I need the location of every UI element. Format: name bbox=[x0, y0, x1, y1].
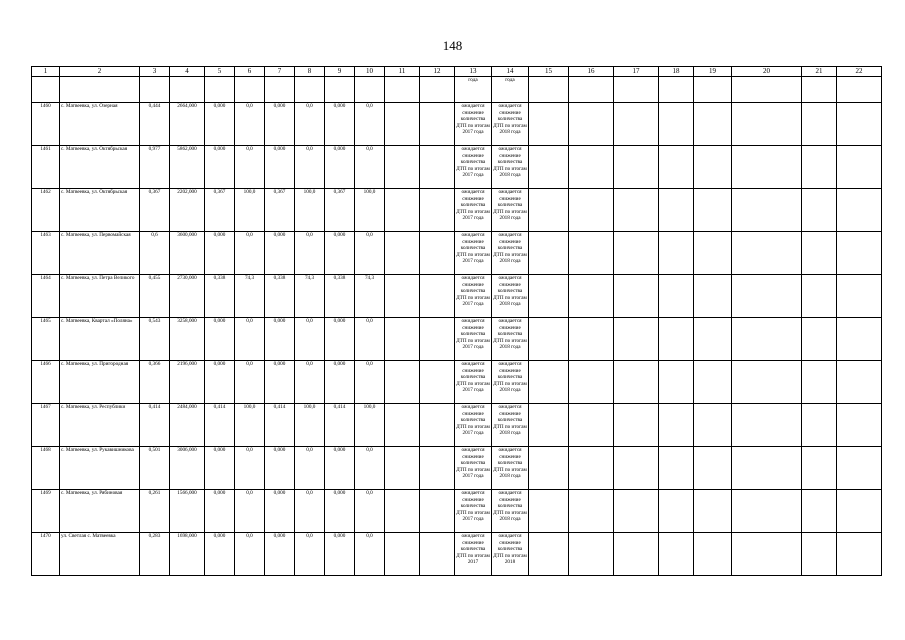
cell-empty bbox=[694, 189, 732, 232]
cell-empty bbox=[837, 232, 882, 275]
cell-percent-6: 0,0 bbox=[235, 318, 265, 361]
cell-value-9: 0,414 bbox=[325, 404, 355, 447]
cell-value-9: 0,000 bbox=[325, 318, 355, 361]
cell-value-9: 0,367 bbox=[325, 189, 355, 232]
cell-empty bbox=[802, 447, 837, 490]
cell-empty bbox=[694, 447, 732, 490]
cell-value-7: 0,414 bbox=[265, 404, 295, 447]
cell-value-5: 0,000 bbox=[205, 447, 235, 490]
cell-percent-8: 0,0 bbox=[295, 103, 325, 146]
cell-row-number: 1465 bbox=[32, 318, 60, 361]
cell-percent-8: 0,0 bbox=[295, 533, 325, 576]
cell-empty bbox=[694, 318, 732, 361]
cell-percent-6: 100,0 bbox=[235, 404, 265, 447]
continuation-row bbox=[32, 77, 882, 103]
cell-location: с. Матвеевка, Квартал «Поляна» bbox=[60, 318, 140, 361]
cell-empty bbox=[614, 103, 659, 146]
cell-forecast-2017: ожидается снижение количества ДТП по итогам 2017 года bbox=[455, 232, 492, 275]
cell-location: с. Матвеевка, ул. Рукавишникова bbox=[60, 447, 140, 490]
cell-location: с. Матвеевка, ул. Октябрьская bbox=[60, 189, 140, 232]
cell-empty bbox=[659, 103, 694, 146]
cell-empty bbox=[529, 490, 569, 533]
cell-row-number: 1464 bbox=[32, 275, 60, 318]
cell-forecast-2018: ожидается снижение количества ДТП по итогам 2018 года bbox=[492, 404, 529, 447]
column-header: 19 bbox=[694, 67, 732, 77]
cell-empty bbox=[837, 447, 882, 490]
cell-value-5: 0,338 bbox=[205, 275, 235, 318]
cell-value-7: 0,367 bbox=[265, 189, 295, 232]
cell-forecast-2018: ожидается снижение количества ДТП по итогам 2018 года bbox=[492, 318, 529, 361]
cell-empty bbox=[837, 146, 882, 189]
column-number-row bbox=[32, 67, 882, 77]
cell-percent-8: 0,0 bbox=[295, 490, 325, 533]
cell-empty bbox=[732, 318, 802, 361]
cell-empty bbox=[659, 533, 694, 576]
cell-forecast-2017: ожидается снижение количества ДТП по итогам 2017 года bbox=[455, 404, 492, 447]
cell-empty bbox=[732, 447, 802, 490]
cell-empty bbox=[385, 447, 420, 490]
cell-empty bbox=[529, 275, 569, 318]
cell-length-km: 0,977 bbox=[140, 146, 170, 189]
cell-empty bbox=[385, 490, 420, 533]
cell-percent-10: 0,0 bbox=[355, 447, 385, 490]
cell-empty bbox=[529, 189, 569, 232]
column-header: 22 bbox=[837, 67, 882, 77]
cell-empty bbox=[614, 404, 659, 447]
cell-empty bbox=[802, 146, 837, 189]
cell-empty bbox=[420, 232, 455, 275]
cell-value-5: 0,414 bbox=[205, 404, 235, 447]
column-header: 11 bbox=[385, 67, 420, 77]
cell-location: с. Матвеевка, ул. Озерная bbox=[60, 103, 140, 146]
cell-cost: 2664,000 bbox=[170, 103, 205, 146]
cell-length-km: 0,6 bbox=[140, 232, 170, 275]
table-row bbox=[32, 318, 882, 361]
cell-empty bbox=[529, 533, 569, 576]
cell-cost: 1698,000 bbox=[170, 533, 205, 576]
cell-value-5: 0,000 bbox=[205, 146, 235, 189]
cell-value-7: 0,000 bbox=[265, 361, 295, 404]
cell-empty bbox=[420, 490, 455, 533]
cell-empty bbox=[694, 490, 732, 533]
cell-percent-10: 0,0 bbox=[355, 361, 385, 404]
cell-empty bbox=[802, 318, 837, 361]
table-row bbox=[32, 189, 882, 232]
cell-empty bbox=[659, 490, 694, 533]
cell-empty bbox=[614, 490, 659, 533]
cell-location: с. Матвеевка, ул. Первомайская bbox=[60, 232, 140, 275]
column-header: 3 bbox=[140, 67, 170, 77]
cell-value-9: 0,000 bbox=[325, 490, 355, 533]
cell-row-number: 1466 bbox=[32, 361, 60, 404]
cell-length-km: 0,283 bbox=[140, 533, 170, 576]
cell-value-7: 0,000 bbox=[265, 490, 295, 533]
cell-empty bbox=[614, 361, 659, 404]
column-header: 7 bbox=[265, 67, 295, 77]
cell-cost: 5862,000 bbox=[170, 146, 205, 189]
cell-empty bbox=[420, 361, 455, 404]
cell-forecast-2017: ожидается снижение количества ДТП по итогам 2017 года bbox=[455, 318, 492, 361]
cell-empty bbox=[659, 361, 694, 404]
cell-forecast-2017: года bbox=[455, 77, 492, 103]
cell-empty bbox=[837, 189, 882, 232]
cell-empty bbox=[569, 361, 614, 404]
cell-empty bbox=[837, 275, 882, 318]
cell-percent-8: 74,3 bbox=[295, 275, 325, 318]
cell-empty bbox=[694, 533, 732, 576]
cell-length-km: 0,414 bbox=[140, 404, 170, 447]
cell-location: ул. Светлая с. Матвеевка bbox=[60, 533, 140, 576]
table-row bbox=[32, 146, 882, 189]
cell-percent-6: 74,3 bbox=[235, 275, 265, 318]
table-row bbox=[32, 533, 882, 576]
cell-forecast-2017: ожидается снижение количества ДТП по итогам 2017 года bbox=[455, 490, 492, 533]
cell-empty bbox=[732, 189, 802, 232]
cell-empty bbox=[420, 189, 455, 232]
cell-row-number: 1469 bbox=[32, 490, 60, 533]
cell-length-km: 0,367 bbox=[140, 189, 170, 232]
column-header: 5 bbox=[205, 67, 235, 77]
table-row bbox=[32, 490, 882, 533]
cell-empty bbox=[837, 533, 882, 576]
cell-empty bbox=[385, 404, 420, 447]
table-row bbox=[32, 232, 882, 275]
cell-percent-10: 0,0 bbox=[355, 490, 385, 533]
cell-value-7: 0,338 bbox=[265, 275, 295, 318]
column-header: 17 bbox=[614, 67, 659, 77]
cell-empty bbox=[420, 275, 455, 318]
table-row bbox=[32, 404, 882, 447]
cell-row-number: 1468 bbox=[32, 447, 60, 490]
cell-empty bbox=[614, 146, 659, 189]
cell-empty bbox=[694, 232, 732, 275]
cell-value-9: 0,338 bbox=[325, 275, 355, 318]
cell-empty bbox=[420, 318, 455, 361]
column-header: 4 bbox=[170, 67, 205, 77]
cell-value-5: 0,000 bbox=[205, 232, 235, 275]
cell-forecast-2017: ожидается снижение количества ДТП по итогам 2017 года bbox=[455, 146, 492, 189]
cell-forecast-2018: ожидается снижение количества ДТП по итогам 2018 года bbox=[492, 103, 529, 146]
cell-empty bbox=[529, 404, 569, 447]
cell-percent-10: 0,0 bbox=[355, 103, 385, 146]
cell-forecast-2017: ожидается снижение количества ДТП по итогам 2017 bbox=[455, 533, 492, 576]
column-header: 10 bbox=[355, 67, 385, 77]
cell-empty bbox=[569, 490, 614, 533]
cell-percent-6: 0,0 bbox=[235, 533, 265, 576]
cell-empty bbox=[569, 275, 614, 318]
cell-percent-8: 0,0 bbox=[295, 447, 325, 490]
cell-value-7: 0,000 bbox=[265, 232, 295, 275]
cell-forecast-2017: ожидается снижение количества ДТП по итогам 2017 года bbox=[455, 103, 492, 146]
cell-empty bbox=[569, 447, 614, 490]
cell-value-7: 0,000 bbox=[265, 146, 295, 189]
cell-value-9: 0,000 bbox=[325, 533, 355, 576]
cell-empty bbox=[802, 404, 837, 447]
cell-empty bbox=[569, 232, 614, 275]
cell-empty bbox=[802, 533, 837, 576]
cell-empty bbox=[614, 275, 659, 318]
column-header: 21 bbox=[802, 67, 837, 77]
column-header: 1 bbox=[32, 67, 60, 77]
cell-empty bbox=[802, 275, 837, 318]
table-row bbox=[32, 361, 882, 404]
cell-empty bbox=[837, 404, 882, 447]
cell-length-km: 0,366 bbox=[140, 361, 170, 404]
cell-empty bbox=[529, 146, 569, 189]
cell-percent-6: 0,0 bbox=[235, 361, 265, 404]
cell-value-9: 0,000 bbox=[325, 146, 355, 189]
cell-cost: 1566,000 bbox=[170, 490, 205, 533]
column-header: 16 bbox=[569, 67, 614, 77]
cell-length-km: 0,261 bbox=[140, 490, 170, 533]
cell-empty bbox=[659, 404, 694, 447]
column-header: 9 bbox=[325, 67, 355, 77]
cell-length-km: 0,455 bbox=[140, 275, 170, 318]
cell-length-km: 0,543 bbox=[140, 318, 170, 361]
cell-length-km: 0,444 bbox=[140, 103, 170, 146]
cell-row-number: 1462 bbox=[32, 189, 60, 232]
cell-empty bbox=[529, 447, 569, 490]
cell-empty bbox=[569, 318, 614, 361]
cell-value-5: 0,000 bbox=[205, 318, 235, 361]
cell-value-5: 0,000 bbox=[205, 490, 235, 533]
table-row bbox=[32, 275, 882, 318]
cell-empty bbox=[732, 103, 802, 146]
cell-empty bbox=[732, 146, 802, 189]
cell-cost: 2730,000 bbox=[170, 275, 205, 318]
cell-cost: 2484,000 bbox=[170, 404, 205, 447]
cell-empty bbox=[659, 318, 694, 361]
cell-cost: 3006,000 bbox=[170, 447, 205, 490]
cell-location: с. Матвеевка, ул. Республики bbox=[60, 404, 140, 447]
cell-empty bbox=[732, 275, 802, 318]
cell-empty bbox=[420, 146, 455, 189]
cell-empty bbox=[420, 533, 455, 576]
cell-percent-8: 0,0 bbox=[295, 146, 325, 189]
cell-forecast-2018: ожидается снижение количества ДТП по итогам 2018 года bbox=[492, 189, 529, 232]
cell-cost: 2196,000 bbox=[170, 361, 205, 404]
cell-cost: 3600,000 bbox=[170, 232, 205, 275]
cell-empty bbox=[614, 318, 659, 361]
cell-percent-8: 100,0 bbox=[295, 189, 325, 232]
cell-empty bbox=[614, 447, 659, 490]
column-header: 20 bbox=[732, 67, 802, 77]
cell-percent-6: 0,0 bbox=[235, 103, 265, 146]
table-row bbox=[32, 103, 882, 146]
cell-empty bbox=[529, 103, 569, 146]
cell-empty bbox=[529, 361, 569, 404]
cell-value-7: 0,000 bbox=[265, 103, 295, 146]
column-header: 15 bbox=[529, 67, 569, 77]
cell-location: с. Матвеевка, ул. Пригородная bbox=[60, 361, 140, 404]
cell-forecast-2018: ожидается снижение количества ДТП по итогам 2018 года bbox=[492, 232, 529, 275]
cell-empty bbox=[385, 146, 420, 189]
column-header: 8 bbox=[295, 67, 325, 77]
cell-forecast-2018: ожидается снижение количества ДТП по итогам 2018 bbox=[492, 533, 529, 576]
cell-percent-10: 0,0 bbox=[355, 232, 385, 275]
cell-empty bbox=[529, 232, 569, 275]
cell-empty bbox=[694, 404, 732, 447]
cell-row-number: 1463 bbox=[32, 232, 60, 275]
cell-percent-10: 0,0 bbox=[355, 318, 385, 361]
cell-percent-10: 74,3 bbox=[355, 275, 385, 318]
page-number: 148 bbox=[442, 38, 463, 53]
cell-empty bbox=[569, 146, 614, 189]
cell-value-9: 0,000 bbox=[325, 232, 355, 275]
cell-empty bbox=[569, 533, 614, 576]
cell-value-5: 0,000 bbox=[205, 361, 235, 404]
cell-empty bbox=[802, 189, 837, 232]
column-header: 12 bbox=[420, 67, 455, 77]
cell-forecast-2018: ожидается снижение количества ДТП по итогам 2018 года bbox=[492, 490, 529, 533]
cell-forecast-2017: ожидается снижение количества ДТП по итогам 2017 года bbox=[455, 275, 492, 318]
cell-empty bbox=[694, 146, 732, 189]
cell-empty bbox=[420, 447, 455, 490]
cell-value-9: 0,000 bbox=[325, 447, 355, 490]
cell-percent-8: 0,0 bbox=[295, 361, 325, 404]
cell-empty bbox=[732, 490, 802, 533]
cell-percent-10: 100,0 bbox=[355, 189, 385, 232]
cell-empty bbox=[732, 361, 802, 404]
cell-forecast-2018: ожидается снижение количества ДТП по итогам 2018 года bbox=[492, 275, 529, 318]
cell-forecast-2018: ожидается снижение количества ДТП по итогам 2018 года bbox=[492, 361, 529, 404]
cell-value-5: 0,000 bbox=[205, 103, 235, 146]
cell-empty bbox=[385, 189, 420, 232]
column-header: 2 bbox=[60, 67, 140, 77]
cell-empty bbox=[614, 232, 659, 275]
cell-forecast-2018: ожидается снижение количества ДТП по итогам 2018 года bbox=[492, 447, 529, 490]
cell-empty bbox=[694, 361, 732, 404]
column-header: 14 bbox=[492, 67, 529, 77]
cell-empty bbox=[837, 318, 882, 361]
cell-empty bbox=[569, 404, 614, 447]
cell-row-number: 1460 bbox=[32, 103, 60, 146]
cell-row-number: 1461 bbox=[32, 146, 60, 189]
cell-empty bbox=[659, 146, 694, 189]
cell-empty bbox=[614, 189, 659, 232]
cell-value-7: 0,000 bbox=[265, 318, 295, 361]
cell-empty bbox=[837, 361, 882, 404]
cell-empty bbox=[659, 232, 694, 275]
cell-empty bbox=[659, 189, 694, 232]
cell-empty bbox=[420, 404, 455, 447]
cell-cost: 3258,000 bbox=[170, 318, 205, 361]
cell-location: с. Матвеевка, ул. Петра Великого bbox=[60, 275, 140, 318]
cell-location: с. Матвеевка, ул. Октябрьская bbox=[60, 146, 140, 189]
cell-value-9: 0,000 bbox=[325, 103, 355, 146]
cell-percent-10: 0,0 bbox=[355, 533, 385, 576]
cell-percent-6: 0,0 bbox=[235, 447, 265, 490]
cell-percent-6: 100,0 bbox=[235, 189, 265, 232]
cell-value-9: 0,000 bbox=[325, 361, 355, 404]
cell-empty bbox=[802, 490, 837, 533]
cell-empty bbox=[569, 103, 614, 146]
cell-empty bbox=[569, 189, 614, 232]
cell-empty bbox=[659, 275, 694, 318]
cell-empty bbox=[694, 103, 732, 146]
cell-percent-8: 0,0 bbox=[295, 318, 325, 361]
cell-empty bbox=[385, 318, 420, 361]
cell-location: с. Матвеевка, ул. Рябиновая bbox=[60, 490, 140, 533]
cell-empty bbox=[614, 533, 659, 576]
table-row bbox=[32, 447, 882, 490]
cell-value-5: 0,367 bbox=[205, 189, 235, 232]
cell-forecast-2017: ожидается снижение количества ДТП по итогам 2017 года bbox=[455, 361, 492, 404]
cell-forecast-2018: ожидается снижение количества ДТП по итогам 2018 года bbox=[492, 146, 529, 189]
cell-empty bbox=[694, 275, 732, 318]
cell-empty bbox=[659, 447, 694, 490]
cell-value-7: 0,000 bbox=[265, 447, 295, 490]
cell-empty bbox=[385, 361, 420, 404]
cell-forecast-2017: ожидается снижение количества ДТП по итогам 2017 года bbox=[455, 447, 492, 490]
cell-empty bbox=[732, 404, 802, 447]
cell-empty bbox=[802, 361, 837, 404]
cell-row-number: 1470 bbox=[32, 533, 60, 576]
cell-percent-6: 0,0 bbox=[235, 146, 265, 189]
cell-percent-8: 0,0 bbox=[295, 232, 325, 275]
cell-value-5: 0,000 bbox=[205, 533, 235, 576]
cell-empty bbox=[385, 103, 420, 146]
cell-value-7: 0,000 bbox=[265, 533, 295, 576]
cell-empty bbox=[837, 103, 882, 146]
column-header: 18 bbox=[659, 67, 694, 77]
cell-empty bbox=[732, 232, 802, 275]
column-header: 13 bbox=[455, 67, 492, 77]
cell-empty bbox=[837, 490, 882, 533]
cell-cost: 2202,000 bbox=[170, 189, 205, 232]
cell-empty bbox=[385, 232, 420, 275]
cell-percent-8: 100,0 bbox=[295, 404, 325, 447]
cell-empty bbox=[802, 103, 837, 146]
cell-forecast-2017: ожидается снижение количества ДТП по итогам 2017 года bbox=[455, 189, 492, 232]
cell-empty bbox=[420, 103, 455, 146]
cell-percent-6: 0,0 bbox=[235, 490, 265, 533]
cell-empty bbox=[385, 275, 420, 318]
cell-empty bbox=[529, 318, 569, 361]
cell-percent-10: 100,0 bbox=[355, 404, 385, 447]
cell-percent-10: 0,0 bbox=[355, 146, 385, 189]
column-header: 6 bbox=[235, 67, 265, 77]
cell-percent-6: 0,0 bbox=[235, 232, 265, 275]
cell-empty bbox=[802, 232, 837, 275]
cell-forecast-2018: года bbox=[492, 77, 529, 103]
data-table bbox=[31, 66, 882, 576]
cell-length-km: 0,501 bbox=[140, 447, 170, 490]
cell-empty bbox=[385, 533, 420, 576]
cell-row-number: 1467 bbox=[32, 404, 60, 447]
cell-empty bbox=[732, 533, 802, 576]
